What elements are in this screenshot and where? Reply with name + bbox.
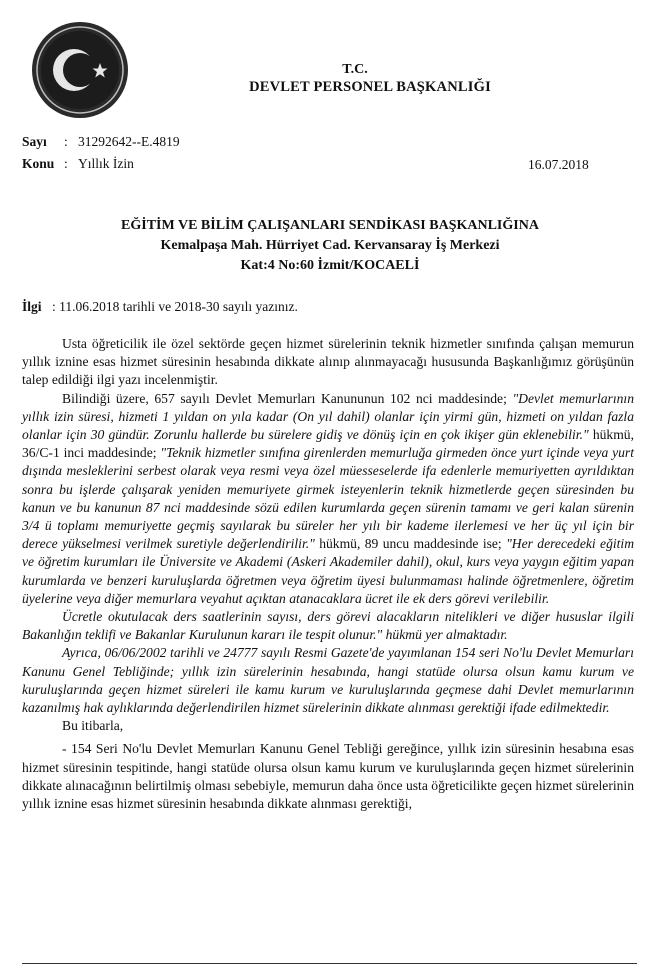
paragraph-1: Usta öğreticilik ile özel sektörde geçen hizmet sürelerinin teknik hizmetler sınıfında çalışan memurun yıllık iznine esas hizmet süresinin hesabında dikkate alınıp alınmayacağı hususunda Başkanlığımız görüşünün talep edildiği ilgi yazı incelenmiştir.	[22, 336, 634, 388]
header-institution: DEVLET PERSONEL BAŞKANLIĞI	[249, 79, 491, 95]
sayi-label: Sayı	[22, 134, 47, 149]
konu-colon: :	[64, 156, 68, 171]
paragraph-6: - 154 Seri No'lu Devlet Memurları Kanunu Genel Tebliği gereğince, yıllık izin süresinin hesabına esas hizmet süresinin tespitinde, hangi statüde olursa olsun kamu kurum ve kuruluşlarında geçen hizmet sürelerinin dikkate alınacağının belirtilmiş olması sebebiyle, memurun daha önce usta öğreticilikte geçen hizmet sürelerinin yıllık iznine esas hizmet süresinin hesabında dikkate alınması gerektiği,	[22, 741, 634, 812]
p2-text-a: Bilindiği üzere, 657 sayılı Devlet Memurları Kanununun 102 nci maddesinde;	[62, 390, 513, 406]
p2-text-c: hükmü, 36/C-1 inci maddesinde;	[22, 427, 634, 461]
recipient-title: EĞİTİM VE BİLİM ÇALIŞANLARI SENDİKASI BAŞKANLIĞINA	[121, 218, 539, 233]
sayi-value: 31292642--E.4819	[78, 134, 180, 149]
paragraph-5: Bu itibarla,	[62, 718, 124, 734]
document-date: 16.07.2018	[528, 157, 589, 172]
ilgi-row	[22, 299, 298, 315]
ilgi-value: : 11.06.2018 tarihli ve 2018-30 sayılı yazınız.	[52, 299, 298, 314]
turkish-emblem-icon	[30, 20, 130, 120]
paragraph-2	[22, 390, 634, 608]
p2-quote-36c1: "Teknik hizmetler sınıfına girenlerden memurluğa girmeden önce yurt içinde veya yurt dışında mesleklerini serbest olarak veya resmi veya özel müesseselerde ifa edenlerle memuriyetten ayrıldıktan sonra bu işlerde çalışarak yeniden memuriyete girmek isteyenlerin teknik hizmetlerde geçen süresinden bu kanun ve bu kanunun 87 nci maddesinde sözü edilen kurumlarda geçen sürenin tamamı ve geri kalan sürenin 3/4 ü toplamı memuriyette geçmiş sayılarak bu süreler her yılı bir kademe ilerlemesi ve her üç yıl için bir derece yükselmesi verilmek suretiyle değerlendirilir."	[22, 445, 635, 552]
p2-text-e: hükmü, 89 uncu maddesinde ise;	[314, 536, 507, 552]
konu-row	[22, 156, 134, 172]
ilgi-label: İlgi	[22, 299, 42, 314]
konu-value: Yıllık İzin	[78, 156, 134, 171]
header-tc: T.C.	[342, 62, 368, 77]
p2-quote-102: "Devlet memurlarının yıllık izin süresi, hizmeti 1 yıldan on yıla kadar (On yıl dahil) olanlar için yirmi gün, hizmeti on yıldan fazla olanlar için 30 gündür. Zorunlu hallerde bu sürelere gidiş ve dönüş için en çok ikişer gün eklenebilir."	[22, 390, 634, 443]
recipient-address-line1: Kemalpaşa Mah. Hürriyet Cad. Kervansaray İş Merkezi	[160, 238, 500, 253]
p2-quote-89: "Her derecedeki eğitim ve öğretim kurumları ile Üniversite ve Akademi (Askeri Akademiler dahil), okul, kurs veya yaygın eğitim yapan kurumlarda ve benzeri kuruluşlarda öğretmen veya öğretim üyesi bulunmaması halinde öğretmenlere, öğretim üyelerine veya diğer memurlara veyahut açıktan atanacaklara ücret ile ek ders görevi verilebilir.	[22, 536, 635, 606]
footer-divider	[22, 963, 637, 964]
sayi-colon: :	[64, 134, 68, 149]
paragraph-4: Ayrıca, 06/06/2002 tarihli ve 24777 sayılı Resmi Gazete'de yayımlanan 154 seri No'lu Devlet Memurları Kanunu Genel Tebliğinde; yıllık izin sürelerinin hesabında, hangi statüde olursa olsun kamu kurum ve kuruluşlarında geçen hizmet süreleri ile kamu kurum ve kuruluşlarında geçmese dahi Devlet memurlarının kazanılmış hak aylıklarında değerlendirilen hizmet sürelerinin dikkate alınması gerektiği ifade edilmektedir.	[22, 645, 634, 716]
letter-body	[22, 335, 634, 813]
konu-label: Konu	[22, 156, 55, 171]
recipient-address-line2: Kat:4 No:60 İzmit/KOCAELİ	[240, 258, 420, 273]
sayi-row	[22, 134, 180, 150]
paragraph-3: Ücretle okutulacak ders saatlerinin sayısı, ders görevi alacakların nitelikleri ve diğer hususlar ilgili Bakanlığın teklifi ve Bakanlar Kurulunun kararı ile tespit olunur." hükmü yer almaktadır.	[22, 609, 634, 643]
